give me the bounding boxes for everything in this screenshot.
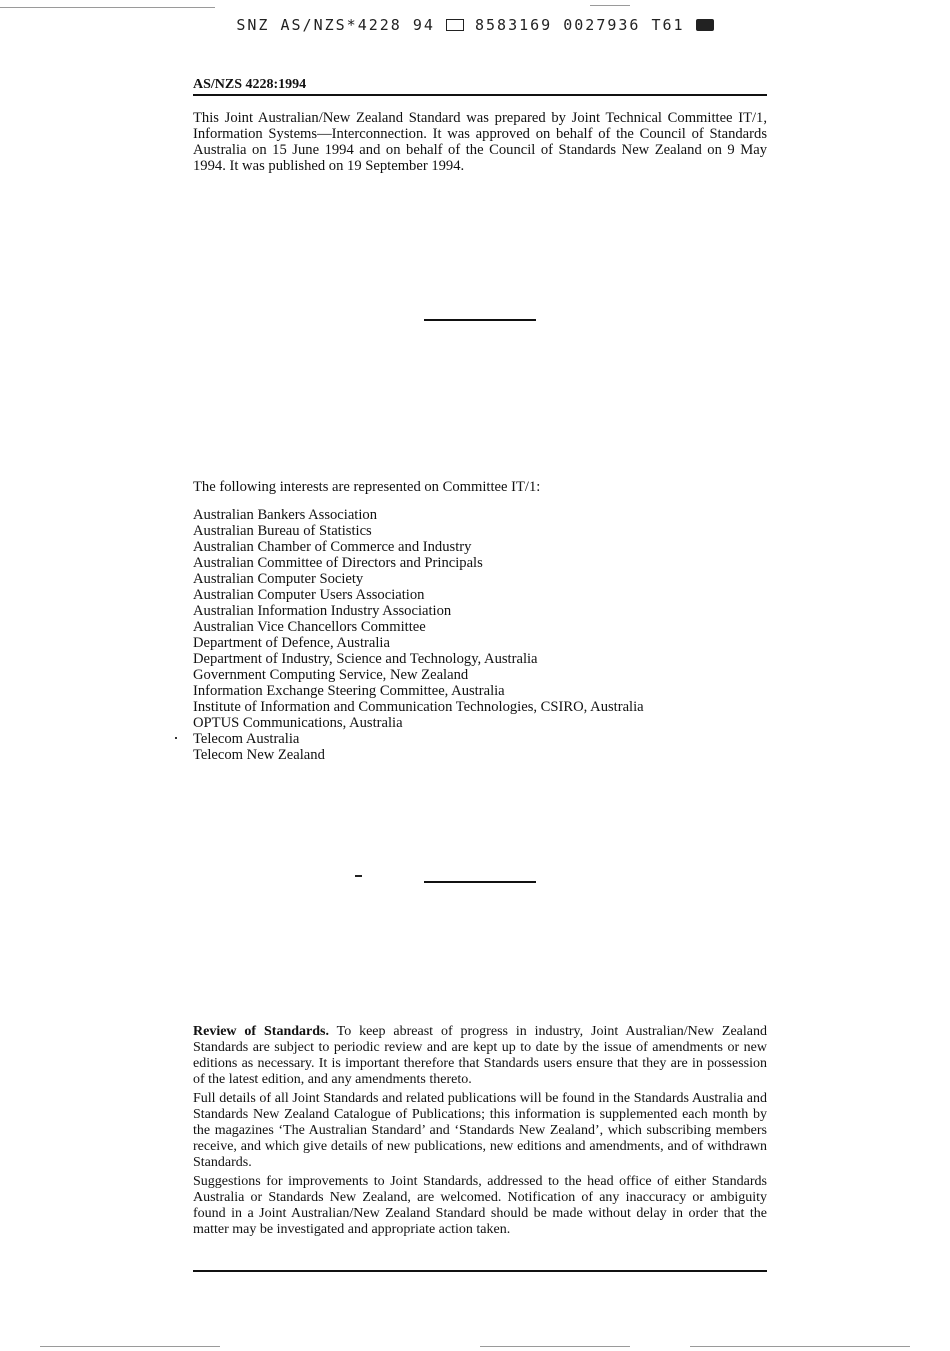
list-item: Information Exchange Steering Committee, Australia	[193, 683, 505, 699]
review-paragraph-2: Full details of all Joint Standards and related publications will be found in the Standards Australia and Standards New Zealand Catalogue of Publications; this information is supplemented each month by the magazines ‘The Australian Standard’ and ‘Standards New Zealand’, which subscribing members receive, and which give details of new publications, new editions and amendments, and of withdrawn Standards.	[193, 1091, 767, 1170]
scan-line-bottom-mid	[480, 1346, 630, 1347]
header-code	[0, 16, 950, 34]
section-divider-1	[424, 319, 536, 321]
stray-dash	[355, 875, 362, 877]
list-item: Australian Computer Users Association	[193, 587, 425, 603]
header-rule	[193, 94, 767, 96]
list-item: Department of Industry, Science and Technology, Australia	[193, 651, 538, 667]
list-item: Australian Committee of Directors and Principals	[193, 555, 483, 571]
review-p1-text: To keep abreast of progress in industry, Joint Australian/New Zealand Standards are subject to periodic review and are kept up to date by the issue of amendments or new editions as necessary. It is important therefore that Standards users ensure that they are in possession of the latest edition, and any amendments thereto.	[193, 1024, 768, 1087]
list-item: Telecom New Zealand	[193, 747, 325, 763]
scan-line-top	[0, 7, 215, 8]
scan-line-bottom-right	[690, 1346, 910, 1347]
committee-intro: The following interests are represented on Committee IT/1:	[193, 479, 541, 495]
list-item: Government Computing Service, New Zealand	[193, 667, 469, 683]
list-item: Australian Bankers Association	[193, 507, 378, 523]
list-item: Institute of Information and Communication Technologies, CSIRO, Australia	[193, 699, 644, 715]
scan-line-bottom	[40, 1346, 220, 1347]
list-item: Australian Chamber of Commerce and Industry	[193, 539, 472, 555]
box-icon	[446, 19, 464, 31]
review-paragraph-1	[193, 1024, 767, 1088]
footer-rule	[193, 1270, 767, 1272]
committee-member-list	[193, 507, 644, 763]
list-item: Australian Bureau of Statistics	[193, 523, 372, 539]
list-item: Australian Information Industry Association	[193, 603, 452, 619]
stamp-icon	[696, 19, 714, 31]
scan-line-top-right	[590, 5, 630, 6]
list-item: OPTUS Communications, Australia	[193, 715, 403, 731]
header-code-text: SNZ AS/NZS*4228 94	[236, 16, 435, 34]
list-item: Telecom Australia	[193, 731, 300, 747]
review-section	[193, 1024, 767, 1241]
header-code-numbers: 8583169 0027936 T61	[475, 16, 685, 34]
list-item: Department of Defence, Australia	[193, 635, 390, 651]
document-id: AS/NZS 4228:1994	[193, 77, 307, 92]
intro-paragraph: This Joint Australian/New Zealand Standard was prepared by Joint Technical Committee IT/1, Information Systems—Interconnection. It was approved on behalf of the Council of Standards Australia on 15 June 1994 and on behalf of the Council of Standards New Zealand on 9 May 1994. It was published on 19 September 1994.	[193, 110, 767, 174]
section-divider-2	[424, 881, 536, 883]
review-heading: Review of Standards.	[193, 1024, 329, 1039]
list-item: Australian Computer Society	[193, 571, 364, 587]
list-item: Australian Vice Chancellors Committee	[193, 619, 426, 635]
stray-mark	[175, 737, 177, 739]
review-paragraph-3: Suggestions for improvements to Joint Standards, addressed to the head office of either Standards Australia or Standards New Zealand, are welcomed. Notification of any inaccuracy or ambiguity found in a Joint Australian/New Zealand Standard should be made without delay in order that the matter may be investigated and appropriate action taken.	[193, 1174, 767, 1237]
